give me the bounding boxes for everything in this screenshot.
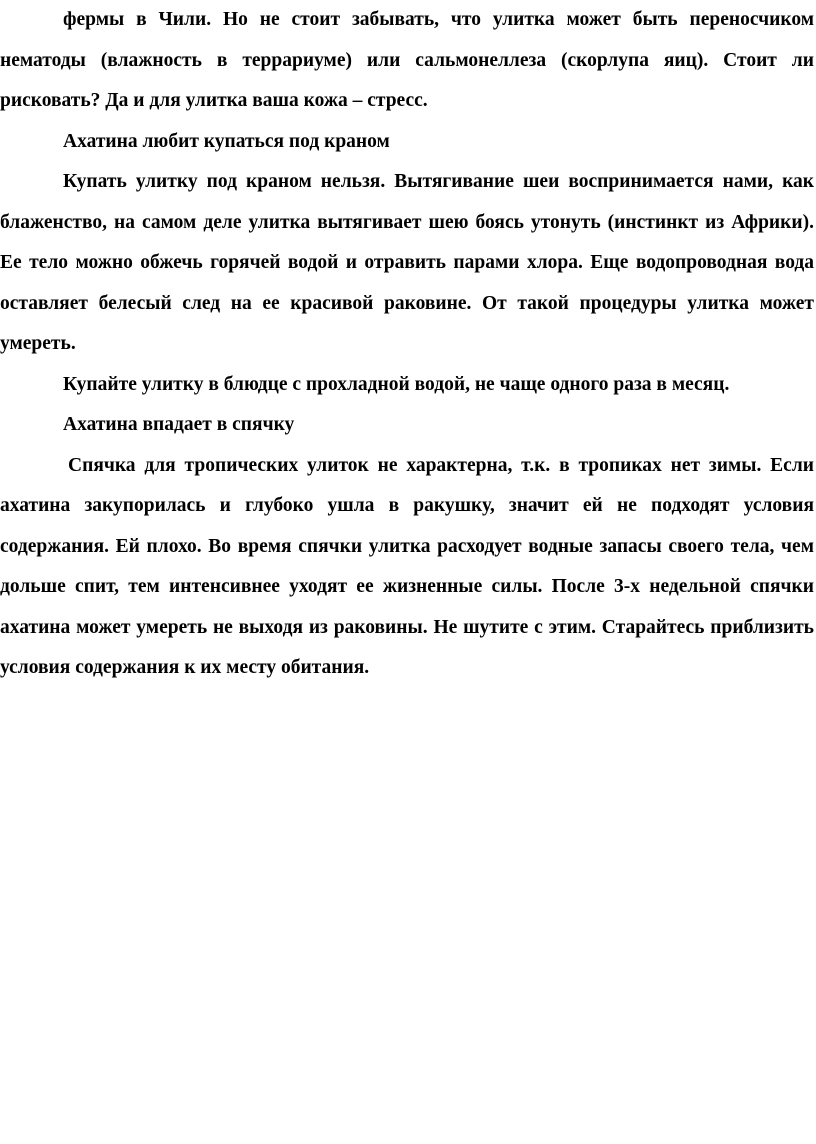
paragraph-continued: фермы в Чили. Но не стоит забывать, что улитка может быть переносчиком нематоды (влажность в террариуме) или сальмонеллеза (скорлупа яиц). Стоит ли рисковать? Да и для улитка ваша кожа – стресс. [0, 9, 814, 111]
heading-hibernation: Ахатина впадает в спячку [63, 414, 295, 435]
heading-bath: Ахатина любит купаться под краном [63, 130, 390, 152]
paragraph-saucer: Купайте улитку в блюдце с прохладной водой, не чаще одного раза в месяц. [63, 373, 730, 395]
paragraph-hibernation: Спячка для тропических улиток не характерна, т.к. в тропиках нет зимы. Если ахатина закупорилась и глубоко ушла в ракушку, значит ей не подходят условия содержания. Ей плохо. Во время спячки улитка расходует водные запасы своего тела, чем дольше спит, тем интенсивнее уходят ее жизненные силы. После 3-х недельной спячки ахатина может умереть не выходя из раковины. Не шутите с этим. Старайтесь приблизить условия содержания к их месту обитания. [0, 454, 814, 678]
paragraph-bath: Купать улитку под краном нельзя. Вытягивание шеи воспринимается нами, как блаженство, на самом деле улитка вытягивает шею боясь утонуть (инстинкт из Африки). Ее тело можно обжечь горячей водой и отравить парами хлора. Еще водопроводная вода оставляет белесый след на ее красивой раковине. От такой процедуры улитка может умереть. [0, 171, 814, 354]
